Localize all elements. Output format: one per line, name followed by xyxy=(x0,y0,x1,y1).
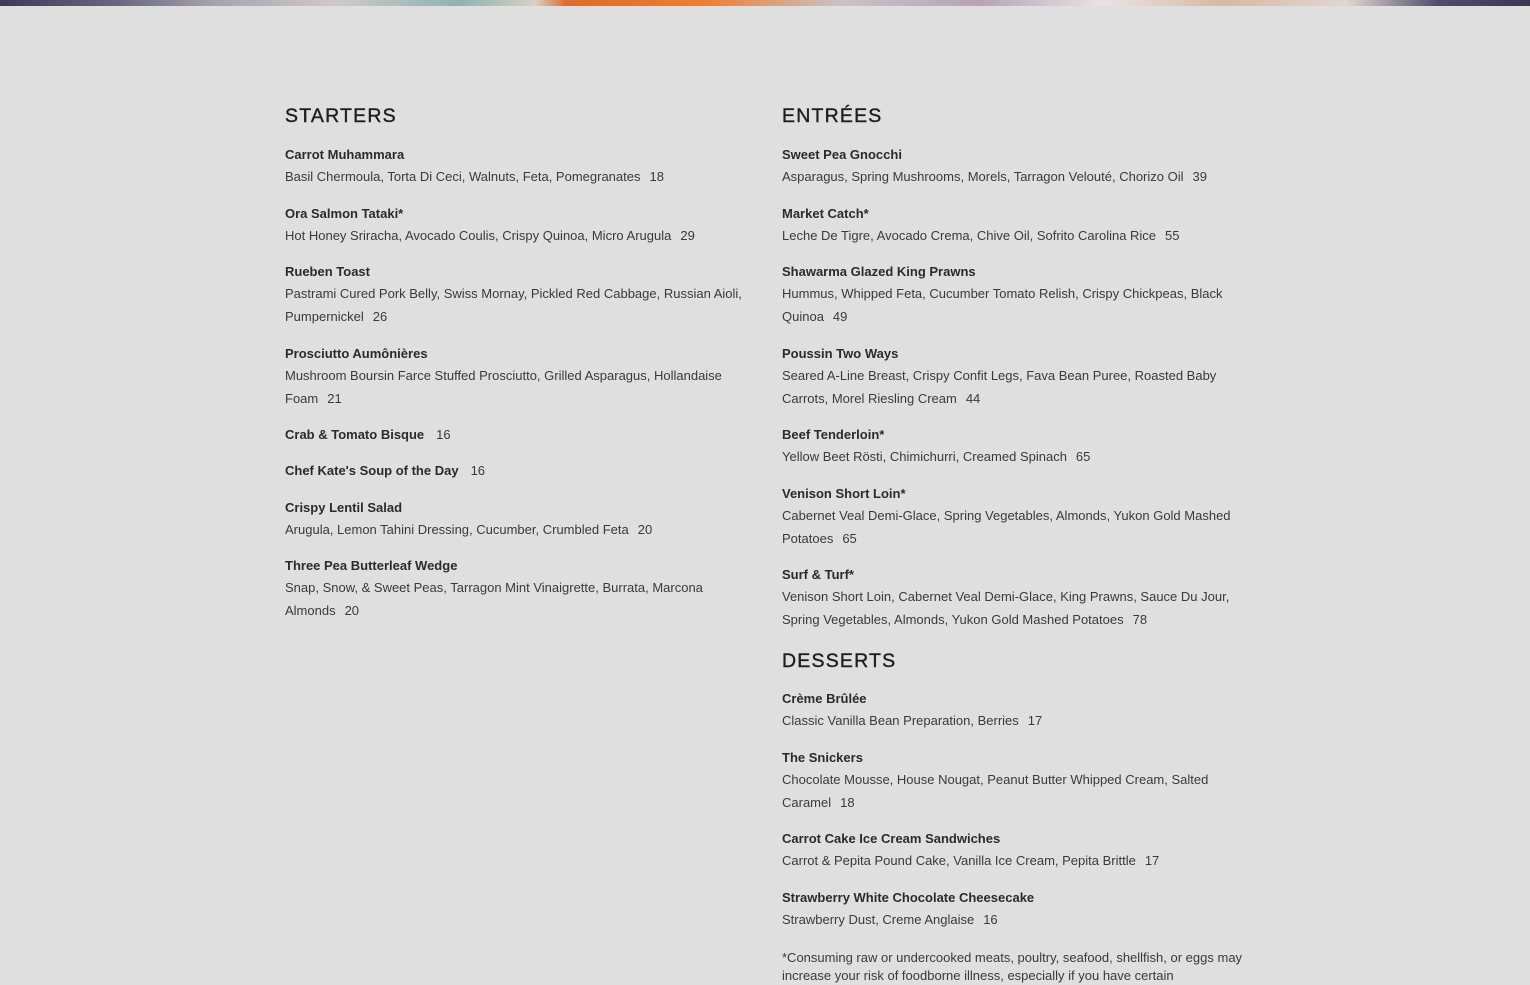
menu-item xyxy=(285,343,750,410)
menu-item xyxy=(285,203,750,248)
item-name: Chef Kate's Soup of the Day 16 xyxy=(285,463,486,478)
menu-item xyxy=(782,424,1247,469)
item-description: Hummus, Whipped Feta, Cucumber Tomato Relish, Crispy Chickpeas, Black Quinoa 49 xyxy=(782,286,1223,324)
hero-image-strip xyxy=(0,0,1530,6)
item-name: Sweet Pea Gnocchi xyxy=(782,147,902,162)
item-description: Asparagus, Spring Mushrooms, Morels, Tarragon Velouté, Chorizo Oil 39 xyxy=(782,169,1207,184)
item-name: Strawberry White Chocolate Cheesecake xyxy=(782,890,1035,905)
item-name: Ora Salmon Tataki* xyxy=(285,206,404,221)
item-description: Arugula, Lemon Tahini Dressing, Cucumber, Crumbled Feta 20 xyxy=(285,522,653,537)
item-description: Pastrami Cured Pork Belly, Swiss Mornay, Pickled Red Cabbage, Russian Aioli, Pumpernickel 26 xyxy=(285,286,742,324)
item-price: 17 xyxy=(1144,853,1160,868)
item-price: 16 xyxy=(983,912,998,927)
item-name: Shawarma Glazed King Prawns xyxy=(782,264,976,279)
menu-item xyxy=(782,688,1247,733)
menu-item xyxy=(285,424,750,446)
item-price: 55 xyxy=(1165,228,1180,243)
item-price: 18 xyxy=(840,794,855,810)
raw-food-disclaimer: *Consuming raw or undercooked meats, poultry, seafood, shellfish, or eggs may increase your risk of foodborne illness, especially if you have certain xyxy=(782,950,1243,983)
item-name: Surf & Turf* xyxy=(782,567,854,582)
item-description: Carrot & Pepita Pound Cake, Vanilla Ice Cream, Pepita Brittle 17 xyxy=(782,853,1160,868)
item-description: Snap, Snow, & Sweet Peas, Tarragon Mint Vinaigrette, Burrata, Marcona Almonds 20 xyxy=(285,580,703,618)
item-description: Venison Short Loin, Cabernet Veal Demi-Glace, King Prawns, Sauce Du Jour, Spring Vegetables, Almonds, Yukon Gold Mashed Potatoes 78 xyxy=(782,589,1230,627)
desserts-heading: DESSERTS xyxy=(782,650,897,672)
item-name: Three Pea Butterleaf Wedge xyxy=(285,558,458,573)
item-price: 20 xyxy=(637,522,653,537)
item-description: Chocolate Mousse, House Nougat, Peanut Butter Whipped Cream, Salted Caramel 18 xyxy=(782,772,1209,810)
item-name: The Snickers xyxy=(782,750,863,765)
item-name: Beef Tenderloin* xyxy=(782,427,885,442)
item-price: 26 xyxy=(372,308,388,324)
item-description: Seared A-Line Breast, Crispy Confit Legs, Fava Bean Puree, Roasted Baby Carrots, Morel Riesling Cream 44 xyxy=(782,368,1217,406)
item-name: Poussin Two Ways xyxy=(782,346,899,361)
starters-heading: STARTERS xyxy=(285,105,397,127)
item-description: Mushroom Boursin Farce Stuffed Prosciutto, Grilled Asparagus, Hollandaise Foam 21 xyxy=(285,368,722,406)
item-description: Leche De Tigre, Avocado Crema, Chive Oil, Sofrito Carolina Rice 55 xyxy=(782,228,1180,243)
item-price: 16 xyxy=(436,427,451,442)
item-name: Rueben Toast xyxy=(285,264,370,279)
item-price: 17 xyxy=(1027,713,1043,728)
menu-item xyxy=(782,564,1247,631)
item-name: Carrot Muhammara xyxy=(285,147,405,162)
menu-item xyxy=(782,261,1247,328)
item-name: Carrot Cake Ice Cream Sandwiches xyxy=(782,831,1001,846)
item-description: Basil Chermoula, Torta Di Ceci, Walnuts, Feta, Pomegranates 18 xyxy=(285,169,664,184)
item-price: 39 xyxy=(1192,169,1207,184)
menu-item xyxy=(782,203,1247,248)
item-price: 29 xyxy=(680,228,695,243)
item-description: Strawberry Dust, Creme Anglaise 16 xyxy=(782,912,998,927)
item-description: Classic Vanilla Bean Preparation, Berries 17 xyxy=(782,713,1043,728)
item-price: 44 xyxy=(965,390,981,406)
item-description: Cabernet Veal Demi-Glace, Spring Vegetables, Almonds, Yukon Gold Mashed Potatoes 65 xyxy=(782,508,1231,546)
menu-item xyxy=(285,261,750,328)
menu-item xyxy=(782,747,1247,814)
menu-item xyxy=(285,460,750,482)
item-description: Yellow Beet Rösti, Chimichurri, Creamed Spinach 65 xyxy=(782,449,1091,464)
item-price: 49 xyxy=(832,308,848,324)
item-name: Crème Brûlée xyxy=(782,691,867,706)
item-name: Venison Short Loin* xyxy=(782,486,906,501)
entrees-heading: ENTRÉES xyxy=(782,105,883,127)
item-name: Crispy Lentil Salad xyxy=(285,500,403,515)
item-price: 16 xyxy=(470,463,486,478)
menu-item xyxy=(782,483,1247,550)
menu-item xyxy=(285,144,750,189)
item-name: Prosciutto Aumônières xyxy=(285,346,428,361)
item-price: 78 xyxy=(1132,611,1148,627)
menu-item xyxy=(285,555,750,622)
item-price: 18 xyxy=(649,169,664,184)
menu-item xyxy=(782,828,1247,873)
item-name: Crab & Tomato Bisque 16 xyxy=(285,427,451,442)
item-price: 65 xyxy=(1075,449,1091,464)
menu-item xyxy=(285,497,750,542)
item-description: Hot Honey Sriracha, Avocado Coulis, Crispy Quinoa, Micro Arugula 29 xyxy=(285,228,695,243)
item-price: 21 xyxy=(327,390,342,406)
menu-item xyxy=(782,887,1247,932)
item-price: 20 xyxy=(344,602,360,618)
item-name: Market Catch* xyxy=(782,206,869,221)
item-price: 65 xyxy=(842,530,857,546)
menu-item xyxy=(782,343,1247,410)
menu-item xyxy=(782,144,1247,189)
